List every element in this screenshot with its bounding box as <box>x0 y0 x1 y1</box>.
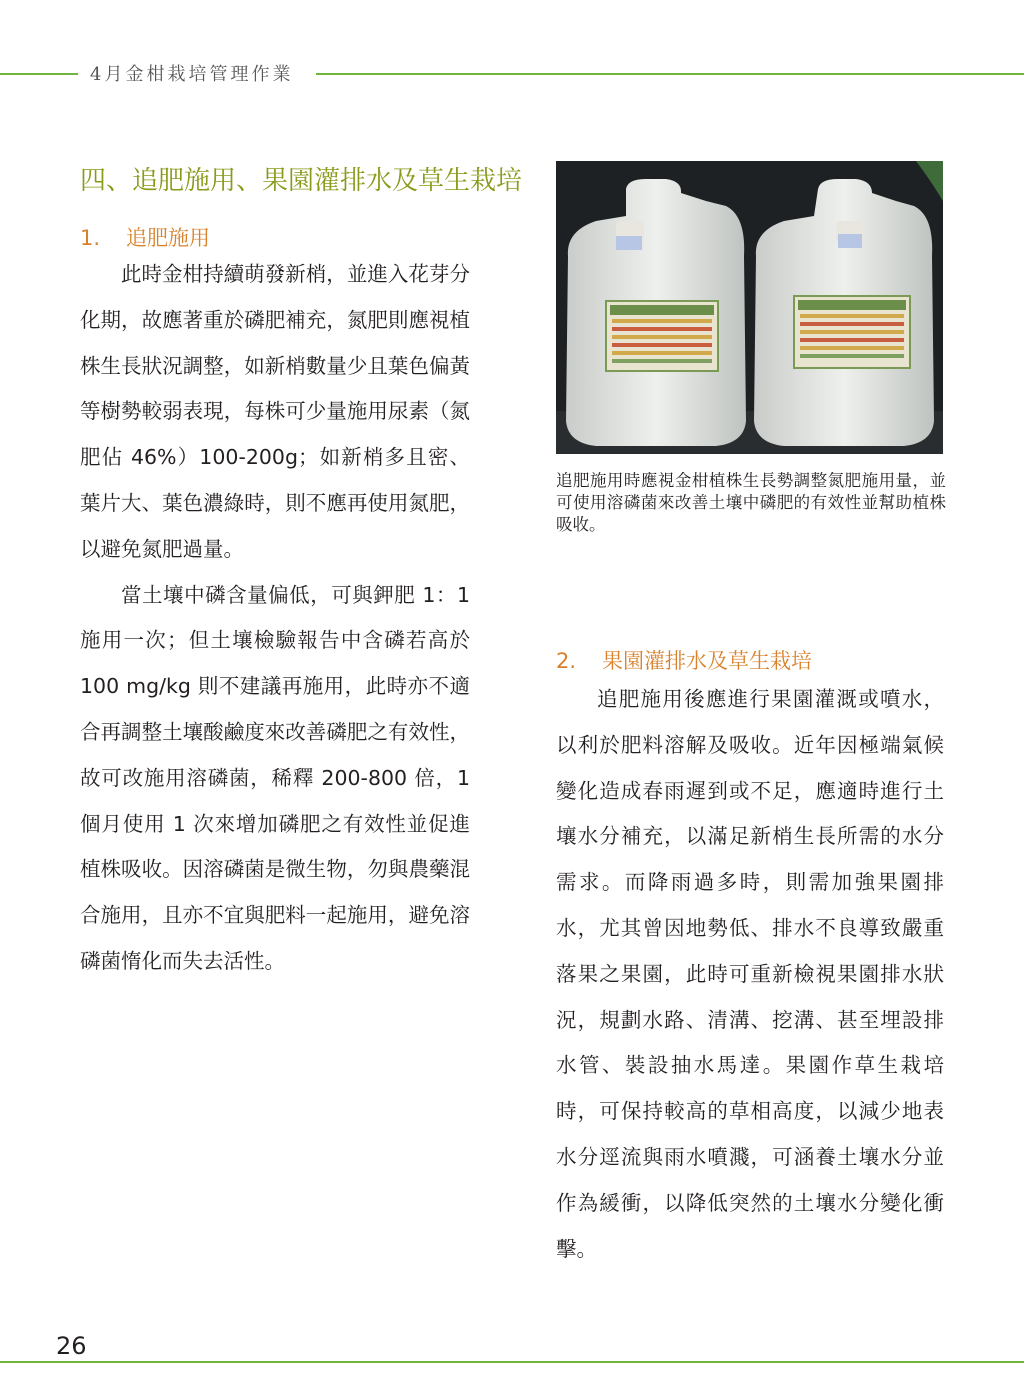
subsection-2-body <box>556 677 944 1272</box>
paragraph: 追肥施用後應進行果園灌溉或噴水，以利於肥料溶解及吸收。近年因極端氣候變化造成春雨遲到或不足，應適時進行土壤水分補充，以滿足新梢生長所需的水分需求。而降雨過多時，則需加強果園排水，尤其曾因地勢低、排水不良導致嚴重落果之果園，此時可重新檢視果園排水狀況，規劃水路、清溝、挖溝、甚至埋設排水管、裝設抽水馬達。果園作草生栽培時，可保持較高的草相高度，以減少地表水分逕流與雨水噴濺，可涵養土壤水分並作為緩衝，以降低突然的土壤水分變化衝擊。 <box>556 687 944 1261</box>
header-rule-right <box>316 73 1024 75</box>
subsection-1-title: 追肥施用 <box>126 226 210 250</box>
photo-caption: 追肥施用時應視金柑植株生長勢調整氮肥施用量，並可使用溶磷菌來改善土壤中磷肥的有效性並幫助植株吸收。 <box>556 471 946 534</box>
section-title: 四、追肥施用、果園灌排水及草生栽培 <box>80 166 523 196</box>
page-number: 26 <box>56 1332 87 1360</box>
subsection-2-title: 果園灌排水及草生栽培 <box>602 649 812 673</box>
subsection-1-body <box>80 252 470 985</box>
paragraph: 當土壤中磷含量偏低，可與鉀肥 1：1 施用一次；但土壤檢驗報告中含磷若高於 100 mg/kg 則不建議再施用，此時亦不適合再調整土壤酸鹼度來改善磷肥之有效性，故可改施用溶磷菌，稀釋 200-800 倍，1 個月使用 1 次來增加磷肥之有效性並促進植株吸收。因溶磷菌是微生物，勿與農藥混合施用，且亦不宜與肥料一起施用，避免溶磷菌惰化而失去活性。 <box>80 582 470 973</box>
running-header-title: 4月金柑栽培管理作業 <box>90 64 294 85</box>
paragraph: 此時金柑持續萌發新梢，並進入花芽分化期，故應著重於磷肥補充，氮肥則應視植株生長狀況調整，如新梢數量少且葉色偏黃等樹勢較弱表現，每株可少量施用尿素（氮肥佔 46%）100-200g；如新梢多且密、葉片大、葉色濃綠時，則不應再使用氮肥，以避免氮肥過量。 <box>80 262 470 561</box>
subsection-2-number: 2. <box>556 649 577 673</box>
subsection-1-number: 1. <box>80 226 101 250</box>
subsection-2-heading <box>556 645 812 675</box>
header-rule-left <box>0 73 78 75</box>
footer-rule <box>0 1361 1024 1363</box>
fertilizer-containers-photo <box>556 161 943 454</box>
containers-illustration <box>556 161 943 454</box>
subsection-1-heading <box>80 222 210 252</box>
